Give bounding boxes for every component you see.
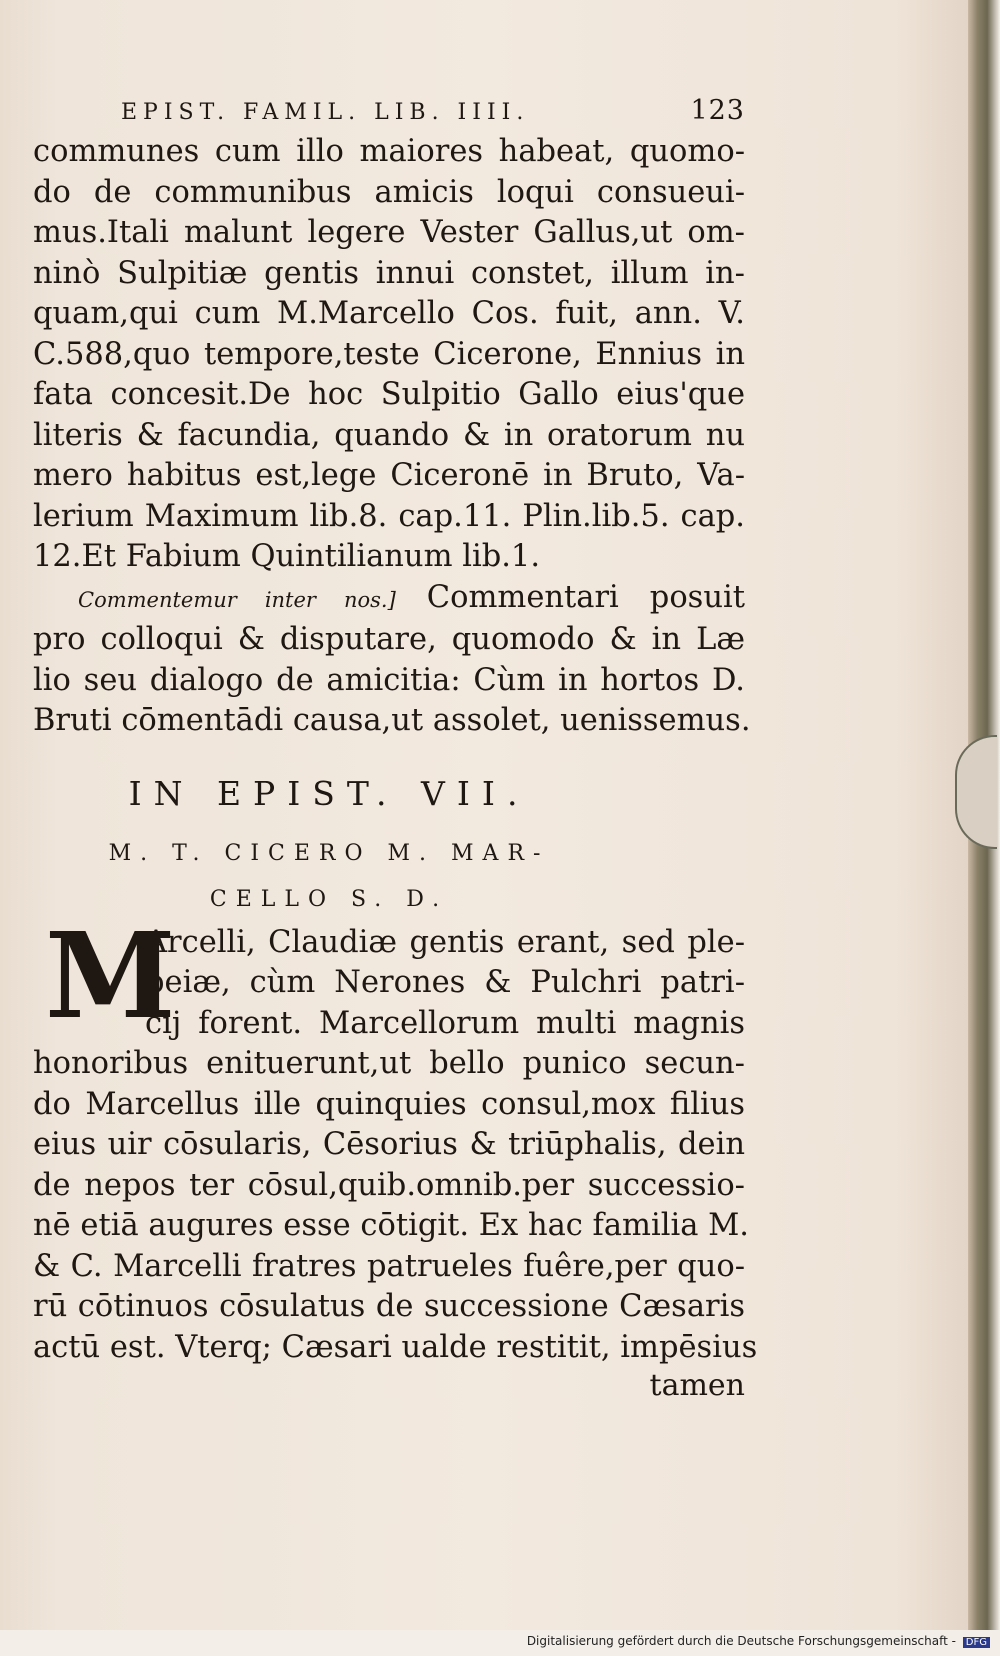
text-line: quam,qui cum M.Marcello Cos. fuit, ann. V. <box>33 296 745 331</box>
text-line: honoribus enituerunt,ut bello punico secun- <box>33 1046 745 1081</box>
running-head <box>33 95 745 126</box>
text-line: de nepos ter cōsul,quib.omnib.per successio- <box>33 1167 745 1203</box>
text-line: Arcelli, Claudiæ gentis erant, sed ple- <box>145 924 745 960</box>
drop-cap: M <box>45 905 176 1045</box>
page-tab <box>955 735 997 849</box>
text-line: lerium Maximum lib.8. cap.11. Plin.lib.5. cap. <box>33 498 745 534</box>
text-line: rū cōtinuos cōsulatus de successione Cæsaris <box>33 1289 745 1324</box>
text-line: pro colloqui & disputare, quomodo & in Læ <box>33 622 745 657</box>
text-line: actū est. Vterq; Cæsari ualde restitit, impēsius <box>33 1329 758 1365</box>
text-line: eius uir cōsularis, Cēsorius & triūphalis, dein <box>33 1127 745 1162</box>
credit-text: Digitalisierung gefördert durch die Deutsche Forschungsgemeinschaft - <box>526 1634 956 1648</box>
comment-first-line <box>33 578 745 621</box>
digitization-credit <box>527 1634 990 1648</box>
text-line: ninò Sulpitiæ gentis innui constet, illum in- <box>33 255 745 291</box>
running-head-title: EPIST. FAMIL. LIB. IIII. <box>121 100 530 125</box>
addressee-line-2: CELLO S. D. <box>209 886 449 912</box>
page-text <box>33 95 758 1403</box>
dfg-logo: DFG <box>963 1637 990 1648</box>
text-line: lio seu dialogo de amicitia: Cùm in hortos D. <box>33 662 745 698</box>
text-line: beiæ, cùm Nerones & Pulchri patri- <box>145 965 745 1000</box>
text-line: do de communibus amicis loqui consueui- <box>33 174 745 210</box>
paragraph-commentary <box>33 132 745 578</box>
text-line: nē etiā augures esse cōtigit. Ex hac familia M. <box>33 1208 750 1243</box>
folio-number: 123 <box>690 95 745 126</box>
text-line: 12.Et Fabium Quintilianum lib.1. <box>33 539 541 574</box>
text-line: mero habitus est,lege Ciceronē in Bruto, Va- <box>33 458 745 493</box>
addressee-line-1: M. T. CICERO M. MAR- <box>108 840 550 866</box>
drop-cap-paragraph <box>33 905 745 1045</box>
text-line: & C. Marcelli fratres patrueles fuêre,per quo- <box>33 1248 745 1284</box>
catchword: tamen <box>649 1368 745 1403</box>
text-line: cij forent. Marcellorum multi magnis <box>145 1005 745 1041</box>
paragraph-marcelli <box>33 1044 758 1368</box>
comment-text: Commentari posuit <box>426 579 745 615</box>
text-line: communes cum illo maiores habeat, quomo- <box>33 134 745 169</box>
text-line: fata concesit.De hoc Sulpitio Gallo eius'que <box>33 377 745 412</box>
paragraph-comment <box>33 578 751 742</box>
text-line: mus.Itali malunt legere Vester Gallus,ut om- <box>33 215 745 250</box>
text-line: do Marcellus ille quinquies consul,mox filius <box>33 1086 745 1122</box>
section-heading: IN EPIST. VII. <box>128 773 530 813</box>
text-line: C.588,quo tempore,teste Cicerone, Ennius in <box>33 336 745 372</box>
lemma: Commentemur inter nos.] <box>78 587 396 612</box>
text-line: literis & facundia, quando & in oratorum nu <box>33 417 745 453</box>
text-line: Bruti cōmentādi causa,ut assolet, uenissemus. <box>33 703 751 738</box>
